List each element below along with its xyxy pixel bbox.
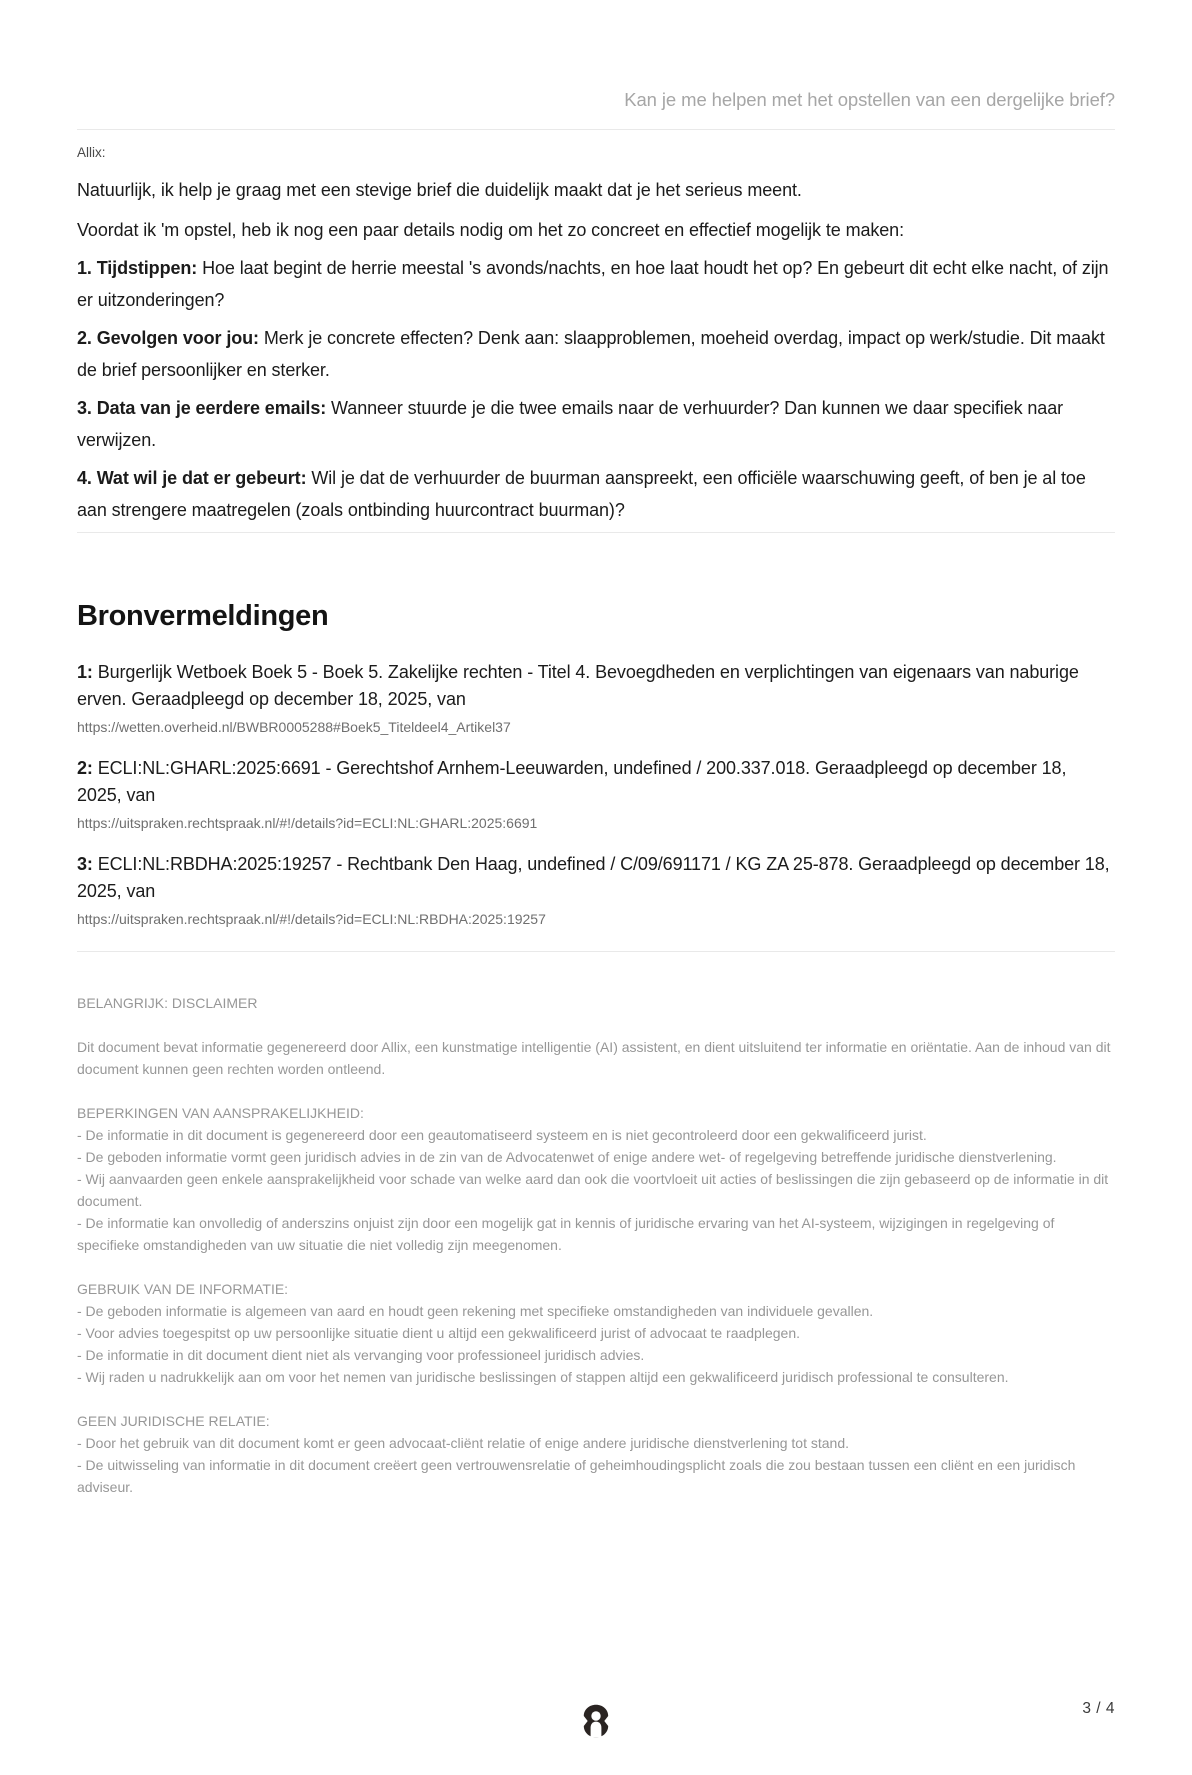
disclaimer-line: - De informatie kan onvolledig of anderszins onjuist zijn door een mogelijk gat in kennis of juridische ervaring van het AI-systeem, wijzigingen in regelgeving of specifieke omstandigheden van uw situatie die niet volledig zijn meegenomen. bbox=[77, 1215, 1055, 1254]
disclaimer-line: - Wij aanvaarden geen enkele aansprakelijkheid voor schade van welke aard dan ook die voortvloeit uit acties of beslissingen die zijn gebaseerd op de informatie in dit document. bbox=[77, 1171, 1109, 1210]
answer-intro: Natuurlijk, ik help je graag met een stevige brief die duidelijk maakt dat je het serieus meent. bbox=[77, 180, 802, 201]
answer-item-text: Wil je dat de verhuurder de buurman aanspreekt, een officiële waarschuwing geeft, of ben je al toe aan strengere maatregelen (zoals ontbinding huurcontract buurman)? bbox=[77, 468, 1086, 521]
source-number: 2: bbox=[77, 758, 93, 779]
disclaimer-section-heading: GEEN JURIDISCHE RELATIE: bbox=[77, 1413, 270, 1430]
source-url-link[interactable]: https://wetten.overheid.nl/BWBR0005288#Boek5_Titeldeel4_Artikel37 bbox=[77, 719, 511, 736]
answer-item bbox=[77, 322, 1115, 386]
disclaimer-section bbox=[77, 1278, 1115, 1388]
disclaimer-line: - De uitwisseling van informatie in dit document creëert geen vertrouwensrelatie of geheimhoudingsplicht zoals die zou bestaan tussen een cliënt en een juridisch adviseur. bbox=[77, 1457, 1076, 1496]
answer-lead: Voordat ik 'm opstel, heb ik nog een paar details nodig om het zo concreet en effectief mogelijk te maken: bbox=[77, 220, 904, 241]
answer-item-label: 1. Tijdstippen: bbox=[77, 258, 198, 279]
disclaimer-line: - Door het gebruik van dit document komt er geen advocaat-cliënt relatie of enige andere juridische dienstverlening tot stand. bbox=[77, 1435, 850, 1452]
answer-item-text: Hoe laat begint de herrie meestal 's avonds/nachts, en hoe laat houdt het op? En gebeurt dit echt elke nacht, of zijn er uitzonderingen? bbox=[77, 258, 1109, 311]
source-url-link[interactable]: https://uitspraken.rechtspraak.nl/#!/details?id=ECLI:NL:RBDHA:2025:19257 bbox=[77, 911, 546, 928]
sources-heading: Bronvermeldingen bbox=[77, 600, 329, 633]
disclaimer-title: BELANGRIJK: DISCLAIMER bbox=[77, 995, 258, 1012]
answer-item-text: Wanneer stuurde je die twee emails naar de verhuurder? Dan kunnen we daar specifiek naar verwijzen. bbox=[77, 398, 1064, 451]
divider bbox=[77, 532, 1115, 533]
source-citation-text: ECLI:NL:GHARL:2025:6691 - Gerechtshof Arnhem-Leeuwarden, undefined / 200.337.018. Geraadpleegd op december 18, 2025, van bbox=[77, 758, 1067, 806]
disclaimer-section bbox=[77, 1102, 1115, 1256]
source-item bbox=[77, 851, 1115, 929]
disclaimer-section bbox=[77, 1410, 1115, 1498]
disclaimer-line: - De geboden informatie is algemeen van aard en houdt geen rekening met specifieke omstandigheden van individuele gevallen. bbox=[77, 1303, 874, 1320]
answer-item-label: 4. Wat wil je dat er gebeurt: bbox=[77, 468, 307, 489]
disclaimer-section-heading: GEBRUIK VAN DE INFORMATIE: bbox=[77, 1281, 289, 1298]
page-footer bbox=[0, 1692, 1192, 1762]
disclaimer-line: - Voor advies toegespitst op uw persoonlijke situatie dient u altijd een gekwalificeerd jurist of advocaat te raadplegen. bbox=[77, 1325, 800, 1342]
source-number: 1: bbox=[77, 662, 93, 683]
divider bbox=[77, 129, 1115, 130]
answer-item bbox=[77, 392, 1115, 456]
document-page bbox=[0, 88, 1192, 1498]
answer-item-label: 3. Data van je eerdere emails: bbox=[77, 398, 327, 419]
source-citation bbox=[77, 851, 1115, 905]
disclaimer-intro: Dit document bevat informatie gegenereerd door Allix, een kunstmatige intelligentie (AI) assistent, en dient uitsluitend ter informatie en oriëntatie. Aan de inhoud van dit document kunnen geen rechten worden ontleend. bbox=[77, 1039, 1111, 1078]
answer-item-label: 2. Gevolgen voor jou: bbox=[77, 328, 259, 349]
disclaimer-section-heading: BEPERKINGEN VAN AANSPRAKELIJKHEID: bbox=[77, 1105, 364, 1122]
source-number: 3: bbox=[77, 854, 93, 875]
assistant-label: Allix: bbox=[77, 145, 106, 161]
answer-item bbox=[77, 252, 1115, 316]
disclaimer-line: - De informatie in dit document is gegenereerd door een geautomatiseerd systeem en is niet gecontroleerd door een gekwalificeerd jurist. bbox=[77, 1127, 927, 1144]
source-citation-text: ECLI:NL:RBDHA:2025:19257 - Rechtbank Den Haag, undefined / C/09/691171 / KG ZA 25-878. Geraadpleegd op december 18, 2025, van bbox=[77, 854, 1110, 902]
source-citation-text: Burgerlijk Wetboek Boek 5 - Boek 5. Zakelijke rechten - Titel 4. Bevoegdheden en verplichtingen van eigenaars van naburige erven. Geraadpleegd op december 18, 2025, van bbox=[77, 662, 1079, 710]
disclaimer-line: - Wij raden u nadrukkelijk aan om voor het nemen van juridische beslissingen of stappen altijd een gekwalificeerd juridisch professional te consulteren. bbox=[77, 1369, 1009, 1386]
answer-item bbox=[77, 462, 1115, 526]
page-indicator: 3 / 4 bbox=[1082, 1700, 1115, 1717]
source-item bbox=[77, 755, 1115, 833]
disclaimer-line: - De geboden informatie vormt geen juridisch advies in de zin van de Advocatenwet of enige andere wet- of regelgeving betreffende juridische dienstverlening. bbox=[77, 1149, 1057, 1166]
source-url-link[interactable]: https://uitspraken.rechtspraak.nl/#!/details?id=ECLI:NL:GHARL:2025:6691 bbox=[77, 815, 538, 832]
divider bbox=[77, 951, 1115, 952]
source-citation bbox=[77, 659, 1115, 713]
answer-item-text: Merk je concrete effecten? Denk aan: slaapproblemen, moeheid overdag, impact op werk/studie. Dit maakt de brief persoonlijker en sterker. bbox=[77, 328, 1105, 381]
source-item bbox=[77, 659, 1115, 737]
disclaimer-line: - De informatie in dit document dient niet als vervanging voor professioneel juridisch advies. bbox=[77, 1347, 645, 1364]
source-citation bbox=[77, 755, 1115, 809]
allix-logo-icon bbox=[583, 1704, 609, 1738]
user-question: Kan je me helpen met het opstellen van een dergelijke brief? bbox=[624, 89, 1115, 110]
